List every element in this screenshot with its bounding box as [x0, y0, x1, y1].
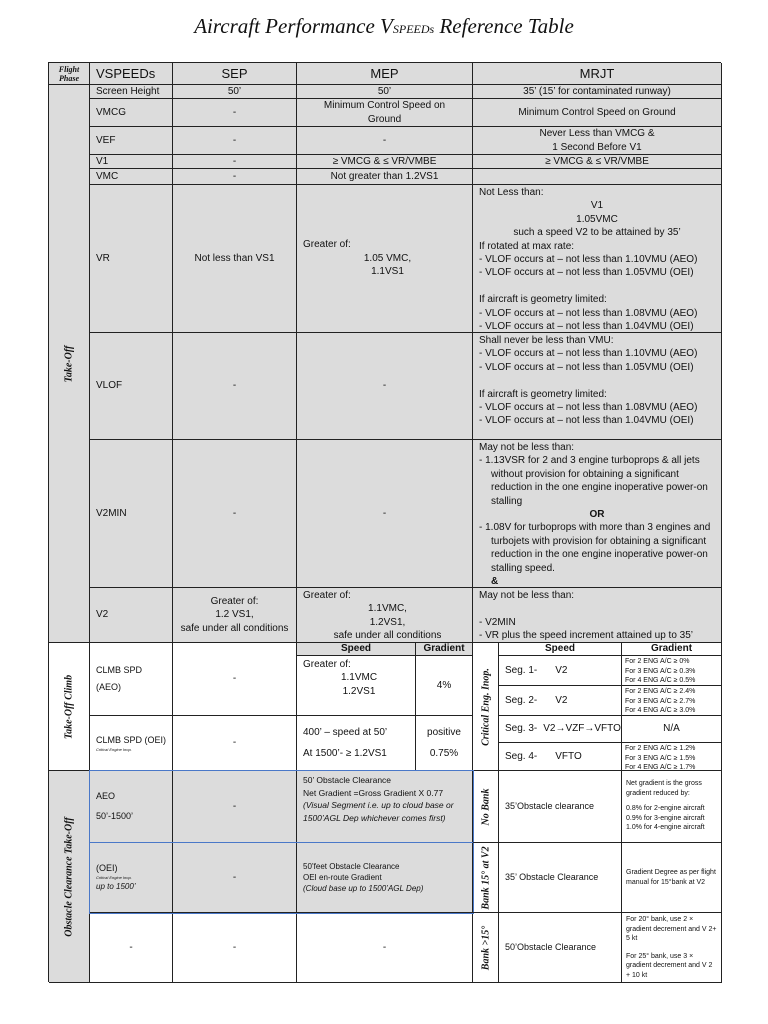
row-screen-height-label: Screen Height [90, 85, 173, 99]
vmc-mep: Not greater than 1.2VS1 [297, 169, 473, 185]
section-critical-engine-inop: Critical Eng. Inop. [473, 643, 499, 771]
v2-mep: Greater of: 1.1VMC, 1.2VS1, safe under all conditions [297, 588, 473, 643]
v1-mrjt: ≥ VMCG & ≤ VR/VMBE [473, 155, 722, 169]
row-vlof-label: VLOF [90, 333, 173, 440]
segments-gradient-header: Gradient [622, 643, 722, 656]
vef-mep: - [297, 127, 473, 155]
vef-mrjt: Never Less than VMCG & 1 Second Before V1 [473, 127, 722, 155]
vlof-sep: - [173, 333, 297, 440]
row-vmcg-label: VMCG [90, 99, 173, 127]
bank15plus-clearance: 50’Obstacle Clearance [499, 913, 622, 983]
segment-row: Seg. 3- V2→VZF→VFTO [499, 716, 622, 743]
obstacle-last-sep: - [173, 913, 297, 983]
obstacle-last-mep: - [297, 913, 473, 983]
header-flight-phase: Flight Phase [49, 63, 90, 85]
header-mrjt: MRJT [473, 63, 722, 85]
row-v2min-label: V2MIN [90, 440, 173, 588]
segment-gradient: For 2 ENG A/C ≥ 2.4% For 3 ENG A/C ≥ 2.7% For 4 ENG A/C ≥ 3.0% [622, 686, 722, 716]
climb-aeo-label: CLMB SPD (AEO) [90, 643, 173, 716]
row-v2-label: V2 [90, 588, 173, 643]
row-v1-label: V1 [90, 155, 173, 169]
v2min-sep: - [173, 440, 297, 588]
v2min-mrjt: May not be less than: - 1.13VSR for 2 and 3 engine turboprops & all jets without provision for obtaining a significant reduction in the one engine inoperative power-on stalling OR - 1.08V for turboprops with more than 3 engines and turbojets with provision for obtaining a significant reduction in the one engine inoperative power-on stalling speed. & [473, 440, 722, 588]
section-climb: Take-Off Climb [49, 643, 90, 771]
header-sep: SEP [173, 63, 297, 85]
vr-mrjt: Not Less than: V1 1.05VMC such a speed V2 to be attained by 35’ If rotated at max rate: - VLOF occurs at – not less than 1.10VMU (AEO) - VLOF occurs at – not less than 1.05VMU (OEI) If aircraft is geometry limited: - VLOF occurs at – not less than 1.08VMU (AEO) - VLOF occurs at – not less than 1.04VMU (OEI) [473, 185, 722, 333]
climb-aeo-speed: Greater of: 1.1VMC 1.2VS1 [297, 656, 416, 716]
climb-oei-sep: - [173, 716, 297, 771]
page-title: Aircraft Performance VSPEEDs Reference Table [194, 14, 574, 38]
segments-speed-header: Speed [499, 643, 622, 656]
screen-sep: 50’ [173, 85, 297, 99]
v1-sep: - [173, 155, 297, 169]
obstacle-aeo-mep: 50’ Obstacle Clearance Net Gradient =Gross Gradient X 0.77 (Visual Segment i.e. up to cloud base or 1500’AGL Dep whichever comes first) [297, 771, 473, 843]
bank15-gradient: Gradient Degree as per flight manual for 15°bank at V2 [622, 843, 722, 913]
obstacle-oei-mep: 50’feet Obstacle Clearance OEI en-route Gradient (Cloud base up to 1500’AGL Dep) [297, 843, 473, 913]
segment-gradient: For 2 ENG A/C ≥ 1.2% For 3 ENG A/C ≥ 1.5% For 4 ENG A/C ≥ 1.7% [622, 743, 722, 771]
climb-aeo-sep: - [173, 643, 297, 716]
segment-row: Seg. 2- V2 [499, 686, 622, 716]
vmcg-sep: - [173, 99, 297, 127]
vlof-mrjt: Shall never be less than VMU: - VLOF occurs at – not less than 1.10VMU (AEO) - VLOF occurs at – not less than 1.05VMU (OEI) If aircraft is geometry limited: - VLOF occurs at – not less than 1.08VMU (AEO) - VLOF occurs at – not less than 1.04VMU (OEI) [473, 333, 722, 440]
v2-sep: Greater of: 1.2 VS1, safe under all conditions [173, 588, 297, 643]
vspeeds-table [48, 62, 721, 982]
bank15plus-gradient: For 20° bank, use 2 × gradient decrement and V 2+ 5 kt For 25° bank, use 3 × gradient decrement and V 2 + 10 kt [622, 913, 722, 983]
header-vspeeds: VSPEEDs [90, 63, 173, 85]
v2-mrjt: May not be less than: - V2MIN - VR plus the speed increment attained up to 35’ [473, 588, 722, 643]
section-no-bank: No Bank [473, 771, 499, 843]
climb-oei-label: CLMB SPD (OEI) Critical Engine Inop. [90, 716, 173, 771]
climb-gradient-header: Gradient [416, 643, 473, 656]
vmcg-mrjt: Minimum Control Speed on Ground [473, 99, 722, 127]
screen-mep: 50’ [297, 85, 473, 99]
segment-row: Seg. 1- V2 [499, 656, 622, 686]
obstacle-aeo-sep: - [173, 771, 297, 843]
screen-mrjt: 35’ (15’ for contaminated runway) [473, 85, 722, 99]
vlof-mep: - [297, 333, 473, 440]
climb-speed-header: Speed [297, 643, 416, 656]
obstacle-oei-sep: - [173, 843, 297, 913]
climb-aeo-gradient: 4% [416, 656, 473, 716]
section-bank-15-plus: Bank >15° [473, 913, 499, 983]
vr-mep: Greater of: 1.05 VMC, 1.1VS1 [297, 185, 473, 333]
nobank-gradient: Net gradient is the gross gradient reduced by: 0.8% for 2-engine aircraft 0.9% for 3-engine aircraft 1.0% for 4-engine aircraft [622, 771, 722, 843]
obstacle-oei-label: (OEI) Critical Engine Inop. up to 1500’ [90, 843, 173, 913]
header-mep: MEP [297, 63, 473, 85]
row-vef-label: VEF [90, 127, 173, 155]
vr-sep: Not less than VS1 [173, 185, 297, 333]
section-takeoff: Take-Off [49, 85, 90, 643]
obstacle-last-label: - [90, 913, 173, 983]
v2min-mep: - [297, 440, 473, 588]
v1-mep: ≥ VMCG & ≤ VR/VMBE [297, 155, 473, 169]
climb-oei-speed: 400’ – speed at 50’ At 1500’- ≥ 1.2VS1 [297, 716, 416, 771]
vmcg-mep: Minimum Control Speed on Ground [297, 99, 473, 127]
row-vmc-label: VMC [90, 169, 173, 185]
segment-gradient: N/A [622, 716, 722, 743]
segment-gradient: For 2 ENG A/C ≥ 0% For 3 ENG A/C ≥ 0.3% For 4 ENG A/C ≥ 0.5% [622, 656, 722, 686]
vmc-mrjt [473, 169, 722, 185]
obstacle-aeo-label: AEO 50’-1500’ [90, 771, 173, 843]
row-vr-label: VR [90, 185, 173, 333]
section-obstacle: Obstacle Clearance Take-Off [49, 771, 90, 983]
nobank-clearance: 35’Obstacle clearance [499, 771, 622, 843]
vmc-sep: - [173, 169, 297, 185]
climb-oei-gradient: positive 0.75% [416, 716, 473, 771]
section-bank-15: Bank 15° at V2 [473, 843, 499, 913]
segment-row: Seg. 4- VFTO [499, 743, 622, 771]
vef-sep: - [173, 127, 297, 155]
bank15-clearance: 35’ Obstacle Clearance [499, 843, 622, 913]
